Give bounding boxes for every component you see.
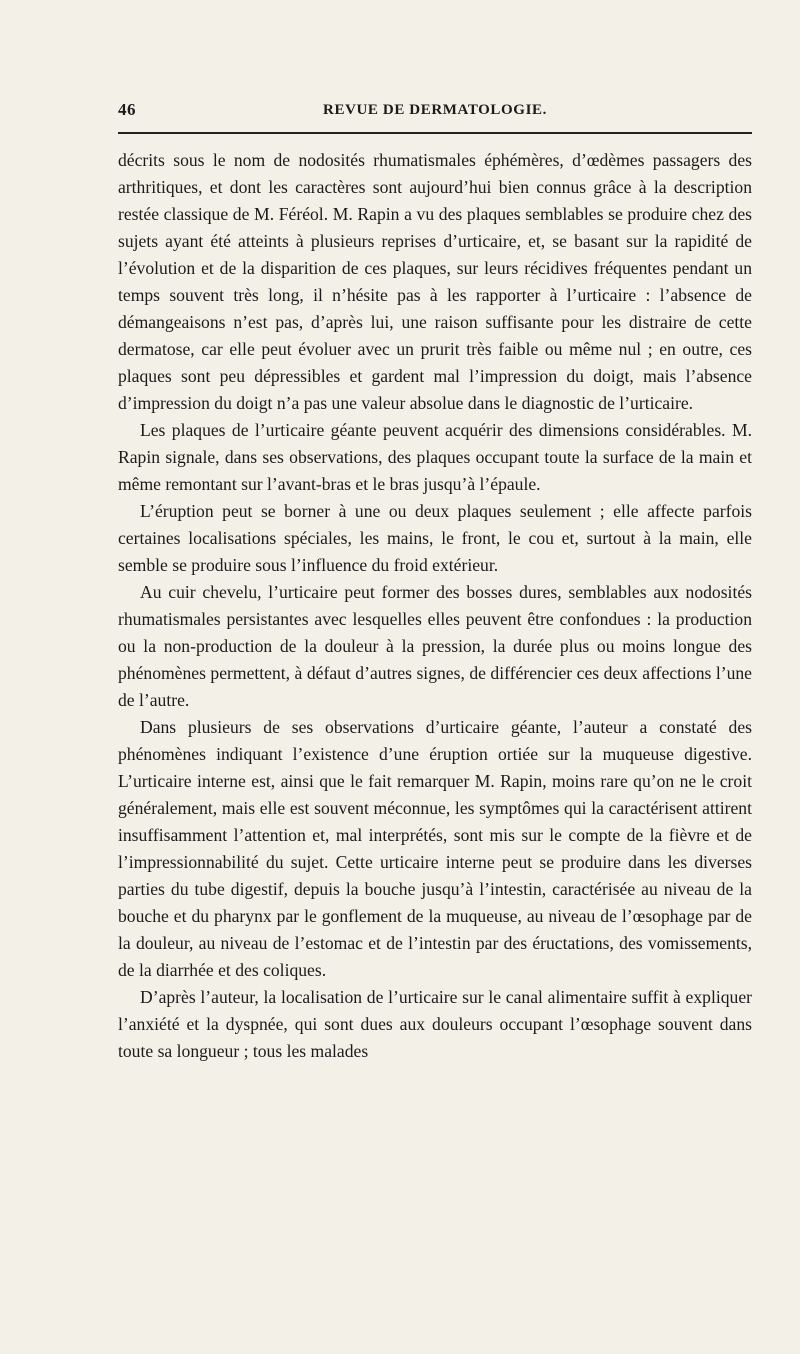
paragraph-scalp: Au cuir chevelu, l’urticaire peut former des bosses dures, semblables aux nodosités rhumatismales persistantes avec lesquelles elles peuvent être confondues : la production ou la non-production de la douleur à la pression, la durée plus ou moins longue des phénomènes permettent, à défaut d’autres signes, de différencier ces deux affections l’une de l’autre.: [118, 582, 752, 710]
running-title: REVUE DE DERMATOLOGIE.: [323, 102, 547, 118]
page-header: [118, 100, 752, 124]
page-number: 46: [118, 100, 136, 119]
paragraph-continuation: décrits sous le nom de nodosités rhumatismales éphémères, d’œdèmes passagers des arthritiques, et dont les caractères sont aujourd’hui bien connus grâce à la description restée classique de M. Féréol. M. Rapin a vu des plaques semblables se produire chez des sujets ayant été atteints à plusieurs reprises d’urticaire, et, se basant sur la rapidité de l’évolution et de la disparition de ces plaques, sur leurs récidives fréquentes pendant un temps souvent très long, il n’hésite pas à les rapporter à l’urticaire : l’absence de démangeaisons n’est pas, d’après lui, une raison suffisante pour les distraire de cette dermatose, car elle peut évoluer avec un prurit très faible ou même nul ; en outre, ces plaques sont peu dépressibles et gardent mal l’impression du doigt, mais l’absence d’impression du doigt n’a pas une valeur absolue dans le diagnostic de l’urticaire.: [118, 150, 752, 413]
paragraph-plaque-dimensions: Les plaques de l’urticaire géante peuvent acquérir des dimensions considérables. M. Rapin signale, dans ses observations, des plaques occupant toute la surface de la main et même remontant sur l’avant-bras et le bras jusqu’à l’épaule.: [118, 420, 752, 494]
header-rule: [118, 132, 752, 134]
paragraph-internal-urticaria: Dans plusieurs de ses observations d’urticaire géante, l’auteur a constaté des phénomènes indiquant l’existence d’une éruption ortiée sur la muqueuse digestive. L’urticaire interne est, ainsi que le fait remarquer M. Rapin, moins rare qu’on ne le croit généralement, mais elle est souvent méconnue, les symptômes qui la caractérisent attirent insuffisamment l’attention et, mal interprétés, sont mis sur le compte de la fièvre et de l’impressionnabilité du sujet. Cette urticaire interne peut se produire dans les diverses parties du tube digestif, depuis la bouche jusqu’à l’intestin, caractérisée au niveau de la bouche et du pharynx par le gonflement de la muqueuse, au niveau de l’œsophage par de la douleur, au niveau de l’estomac et de l’intestin par des éructations, des vomissements, de la diarrhée et des coliques.: [118, 717, 752, 980]
paragraph-eruption-localisation: L’éruption peut se borner à une ou deux plaques seulement ; elle affecte parfois certaines localisations spéciales, les mains, le front, le cou et, surtout à la main, elle semble se produire sous l’influence du froid extérieur.: [118, 501, 752, 575]
article-body: [118, 147, 752, 1065]
paragraph-author-conclusion: D’après l’auteur, la localisation de l’urticaire sur le canal alimentaire suffit à expliquer l’anxiété et la dyspnée, qui sont dues aux douleurs occupant l’œsophage souvent dans toute sa longueur ; tous les malades: [118, 987, 752, 1061]
